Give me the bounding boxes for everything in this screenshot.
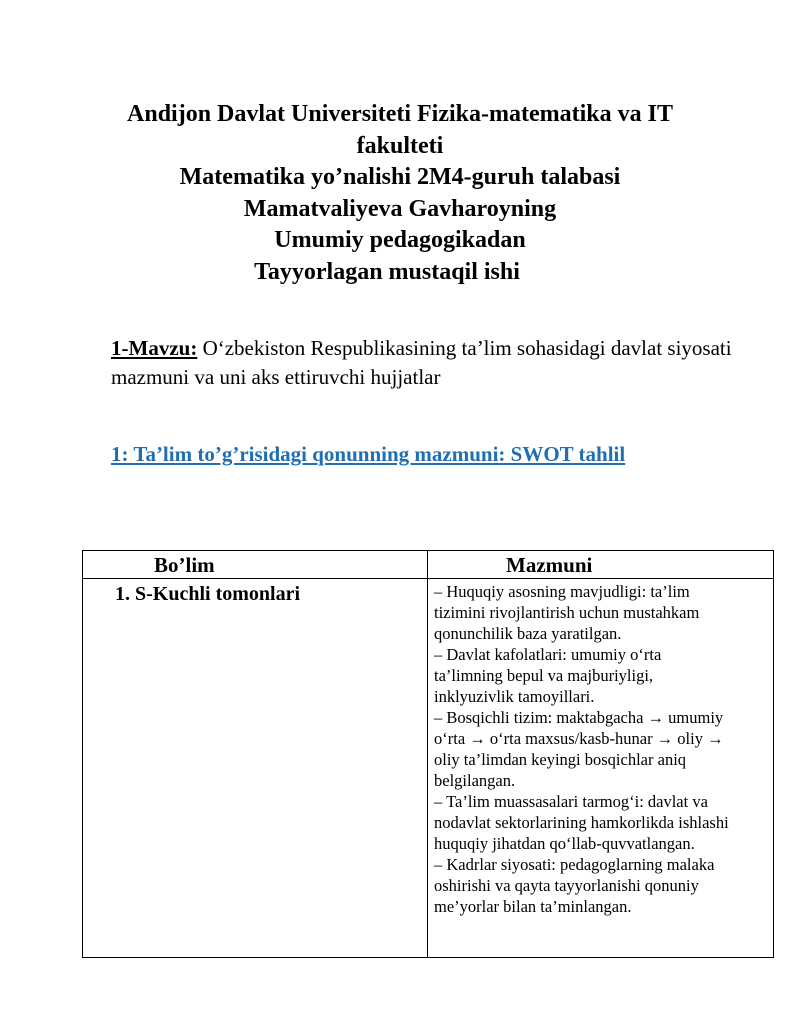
table-header-content: Mazmuni [506,553,593,577]
table-row-label: 1. S-Kuchli tomonlari [115,583,301,605]
content-line: o‘rta → o‘rta maxsus/kasb-hunar → oliy → [434,729,724,748]
content-line: oshirishi va qayta tayyorlanishi qonuniy [434,876,699,895]
topic-paragraph [111,334,751,392]
table-column-divider [427,551,428,957]
table-header-divider [83,578,773,579]
content-line: – Huquqiy asosning mavjudligi: ta’lim [434,582,690,601]
content-line: qonunchilik baza yaratilgan. [434,624,622,643]
swot-table [82,550,774,958]
content-line: belgilangan. [434,771,516,790]
table-header-section: Bo’lim [154,553,215,577]
content-line: – Bosqichli tizim: maktabgacha → umumiy [434,708,724,727]
title-line-student: Mamatvaliyeva Gavharoyning [243,195,557,222]
title-line-university: Andijon Davlat Universiteti Fizika-matematika va IT [127,101,673,127]
content-line: ta’limning bepul va majburiyligi, [434,666,654,685]
content-line: nodavlat sektorlarining hamkorlikda ishlashi [434,813,729,832]
content-line: oliy ta’limdan keyingi bosqichlar aniq [434,750,687,769]
title-line-work-type: Tayyorlagan mustaqil ishi [254,258,520,285]
title-line-subject: Umumiy pedagogikadan [274,227,526,253]
document-title-block [100,99,700,288]
topic-label: 1-Mavzu: [111,336,198,360]
content-line: – Kadrlar siyosati: pedagoglarning malaka [434,855,715,874]
content-line: – Ta’lim muassasalari tarmog‘i: davlat va [434,792,708,811]
content-line: huquqiy jihatdan qo‘llab-quvvatlangan. [434,834,695,853]
title-line-group: Matematika yo’nalishi 2M4-guruh talabasi [179,164,621,190]
content-line: me’yorlar bilan ta’minlangan. [434,897,632,916]
section-heading-link[interactable]: 1: Ta’lim to’g’risidagi qonunning mazmuni: SWOT tahlil [111,442,626,466]
content-line: tizimini rivojlantirish uchun mustahkam [434,603,700,622]
table-row-content [434,581,770,917]
title-line-faculty: fakulteti [356,132,444,159]
topic-text: O‘zbekiston Respublikasining ta’lim sohasidagi davlat siyosati mazmuni va uni aks ettiruvchi hujjatlar [111,336,732,389]
content-line: – Davlat kafolatlari: umumiy o‘rta [434,645,662,664]
content-line: inklyuzivlik tamoyillari. [434,687,595,706]
